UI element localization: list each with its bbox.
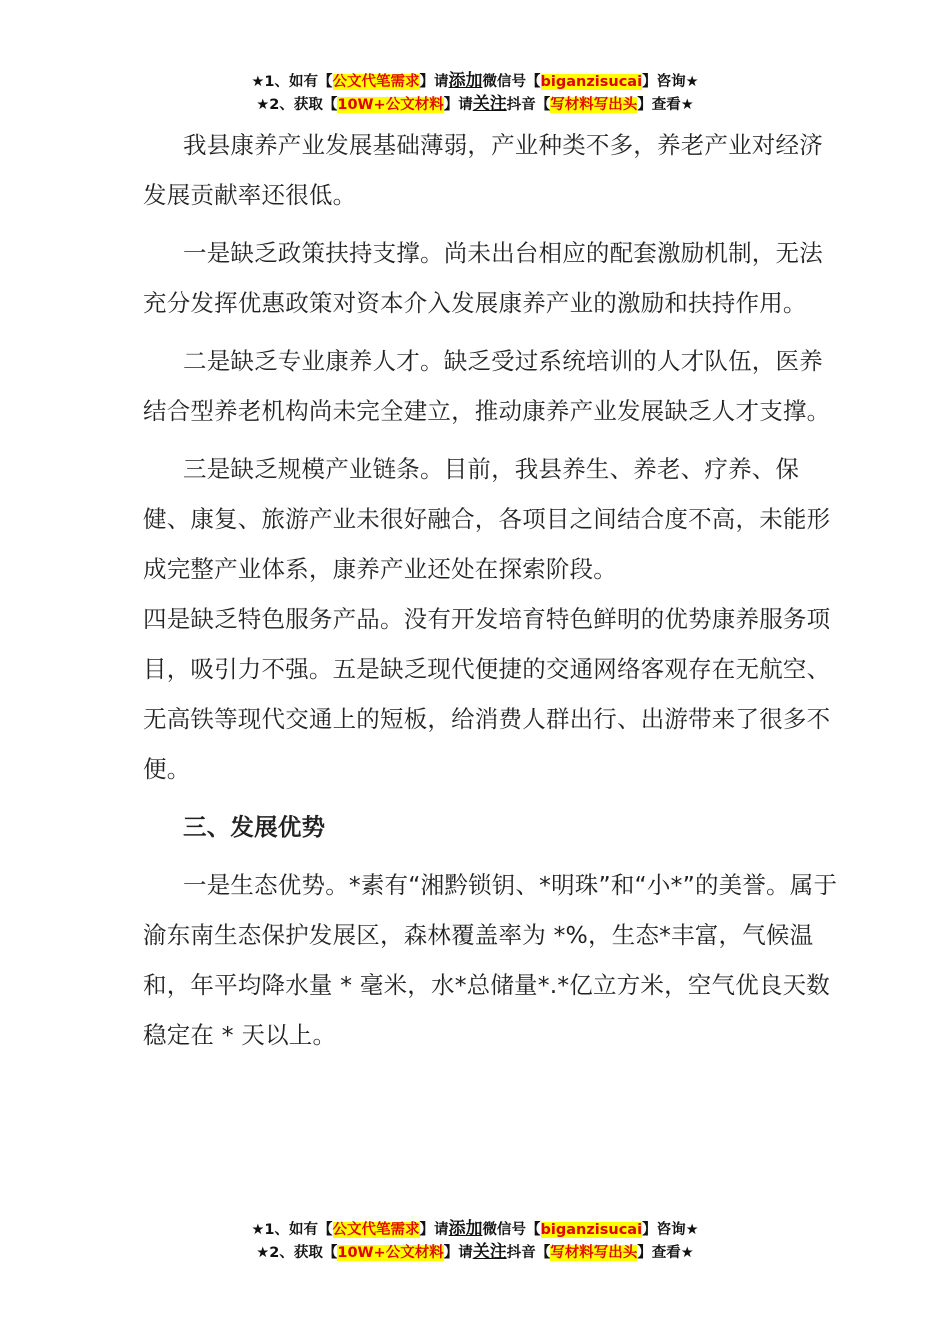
- banner-highlight: 10W+公文材料: [337, 97, 444, 113]
- banner-text: ★2、获取【: [256, 1245, 338, 1261]
- banner-text: 微信号【: [482, 74, 541, 90]
- banner-text: 】请: [443, 97, 473, 113]
- banner-text: ★1、如有【: [251, 74, 333, 90]
- banner-text: ★1、如有【: [251, 1222, 333, 1238]
- paragraph: 一是生态优势。*素有“湘黔锁钥、*明珠”和“小*”的美誉。属于渝东南生态保护发展区，森林覆盖率为 *%，生态*丰富，气候温和，年平均降水量 * 毫米，水*总储量*.*亿立方米，空气优良天数稳定在 * 天以上。: [143, 871, 838, 1049]
- top-banner: [0, 70, 950, 116]
- banner-emphasis: 添加: [448, 1219, 483, 1239]
- banner-line-1: [0, 1218, 950, 1241]
- document-body: [143, 120, 838, 1068]
- banner-highlight: 写材料写出头: [550, 97, 638, 113]
- paragraph: 三是缺乏规模产业链条。目前，我县养生、养老、疗养、保健、康复、旅游产业未很好融合，各项目之间结合度不高，未能形成完整产业体系，康养产业还处在探索阶段。: [143, 455, 831, 583]
- bottom-banner: [0, 1218, 950, 1264]
- banner-highlight: 公文代笔需求: [332, 1222, 420, 1238]
- paragraph: 二是缺乏专业康养人才。缺乏受过系统培训的人才队伍，医养结合型养老机构尚未完全建立，推动康养产业发展缺乏人才支撑。: [143, 347, 831, 425]
- banner-highlight: 写材料写出头: [550, 1245, 638, 1261]
- banner-text: 】咨询★: [642, 74, 699, 90]
- banner-text: 抖音【: [506, 1245, 551, 1261]
- banner-highlight: 公文代笔需求: [332, 74, 420, 90]
- paragraph: 我县康养产业发展基础薄弱，产业种类不多，养老产业对经济发展贡献率还很低。: [143, 131, 823, 209]
- banner-text: 】咨询★: [642, 1222, 699, 1238]
- banner-text: 】请: [419, 1222, 449, 1238]
- banner-line-2: [0, 1241, 950, 1264]
- section-heading: 三、发展优势: [183, 813, 326, 841]
- banner-text: 抖音【: [506, 97, 551, 113]
- banner-emphasis: 添加: [448, 71, 483, 91]
- banner-line-1: [0, 70, 950, 93]
- banner-text: 】查看★: [637, 97, 694, 113]
- paragraph: 四是缺乏特色服务产品。没有开发培育特色鲜明的优势康养服务项目，吸引力不强。五是缺乏现代便捷的交通网络客观存在无航空、无高铁等现代交通上的短板，给消费人群出行、出游带来了很多不便。: [143, 605, 831, 783]
- banner-text: ★2、获取【: [256, 97, 338, 113]
- banner-highlight: biganzisucai: [540, 74, 643, 90]
- banner-line-2: [0, 93, 950, 116]
- paragraph: 一是缺乏政策扶持支撑。尚未出台相应的配套激励机制，无法充分发挥优惠政策对资本介入发展康养产业的激励和扶持作用。: [143, 239, 823, 317]
- banner-text: 】查看★: [637, 1245, 694, 1261]
- banner-text: 】请: [419, 74, 449, 90]
- banner-emphasis: 关注: [472, 1242, 507, 1262]
- banner-highlight: biganzisucai: [540, 1222, 643, 1238]
- banner-text: 】请: [443, 1245, 473, 1261]
- banner-emphasis: 关注: [472, 94, 507, 114]
- banner-highlight: 10W+公文材料: [337, 1245, 444, 1261]
- banner-text: 微信号【: [482, 1222, 541, 1238]
